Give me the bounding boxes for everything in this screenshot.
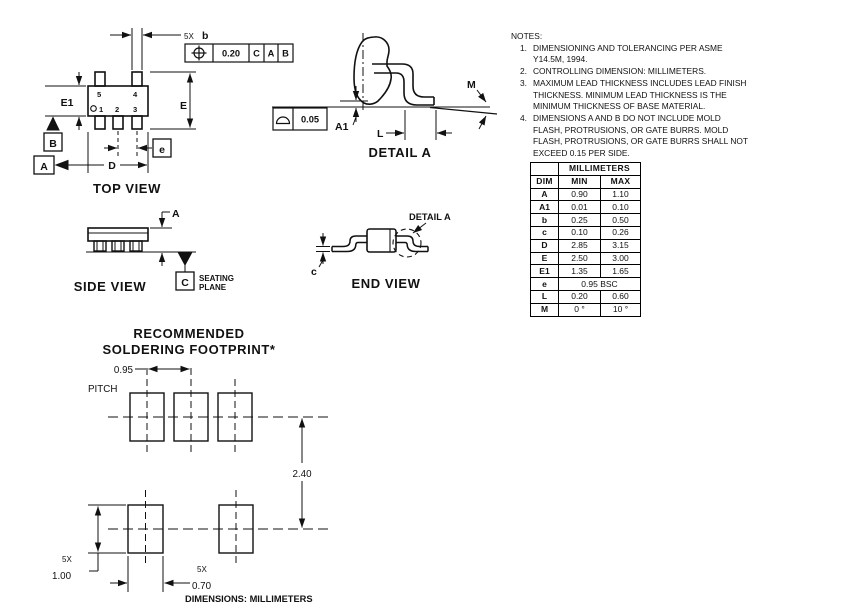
table-row: E1 1.35 1.65 bbox=[531, 265, 641, 278]
table-row: E 2.50 3.00 bbox=[531, 252, 641, 265]
note-item: 2. CONTROLLING DIMENSION: MILLIMETERS. bbox=[520, 66, 707, 77]
pin-number-5: 5 bbox=[97, 90, 102, 99]
top-view-title: TOP VIEW bbox=[93, 181, 161, 196]
dim-label-A: A bbox=[172, 208, 180, 220]
fcf-datum-a: A bbox=[267, 48, 275, 59]
pad-width-dimension bbox=[110, 556, 190, 592]
note-line: DIMENSIONS A AND B DO NOT INCLUDE MOLD bbox=[533, 112, 721, 123]
soldering-footprint bbox=[52, 326, 332, 604]
fcf-datum-c: C bbox=[253, 48, 260, 59]
dim-label-E1: E1 bbox=[60, 97, 74, 109]
dim-label-e: e bbox=[159, 144, 165, 156]
dim-label-D: D bbox=[108, 160, 116, 172]
lead-width-qty: 5X bbox=[184, 32, 194, 41]
dim-label-c: c bbox=[311, 266, 317, 278]
pin-number-2: 2 bbox=[115, 105, 120, 114]
detail-a-view bbox=[272, 33, 497, 160]
package-body-top bbox=[88, 72, 148, 129]
note-line: FLASH, PROTRUSIONS, OR GATE BURRS SHALL NOT bbox=[533, 136, 748, 147]
table-row: L 0.20 0.60 bbox=[531, 290, 641, 303]
col-header-max: MAX bbox=[601, 175, 641, 188]
end-view bbox=[311, 212, 451, 291]
pitch-word: PITCH bbox=[88, 384, 118, 395]
dimension-A1 bbox=[340, 86, 368, 125]
table-row: A1 0.01 0.10 bbox=[531, 201, 641, 214]
table-unit-header: MILLIMETERS bbox=[559, 163, 641, 176]
lead-width-dimension bbox=[110, 28, 181, 70]
pad-height-qty: 5X bbox=[62, 555, 72, 564]
left-lead bbox=[332, 236, 367, 252]
dimension-c bbox=[316, 233, 330, 267]
units-note: DIMENSIONS: MILLIMETERS bbox=[185, 594, 313, 604]
footprint-title-line1: RECOMMENDED bbox=[133, 326, 245, 341]
table-row: c 0.10 0.26 bbox=[531, 226, 641, 239]
fcf-datum-b: B bbox=[282, 48, 289, 59]
dimension-E bbox=[150, 72, 196, 129]
pad-height-dimension bbox=[88, 505, 126, 571]
note-line: EXCEED 0.15 PER SIDE. bbox=[533, 148, 630, 159]
top-view bbox=[34, 28, 293, 196]
detail-a-title: DETAIL A bbox=[368, 145, 432, 160]
pin1-indicator bbox=[91, 106, 97, 112]
right-lead bbox=[396, 236, 428, 252]
side-view-title: SIDE VIEW bbox=[73, 279, 147, 294]
pin-number-3: 3 bbox=[133, 105, 138, 114]
table-corner-cell bbox=[531, 163, 559, 176]
note-line: MINIMUM THICKNESS OF BASE MATERIAL. bbox=[533, 101, 706, 112]
note-line: MAXIMUM LEAD THICKNESS INCLUDES LEAD FINISH bbox=[533, 77, 747, 88]
lead-inner-profile bbox=[374, 73, 434, 105]
col-header-min: MIN bbox=[559, 175, 601, 188]
note-line: Y14.5M, 1994. bbox=[533, 54, 588, 65]
table-row: e 0.95 BSC bbox=[531, 278, 641, 291]
pad-width-qty: 5X bbox=[197, 565, 207, 574]
col-header-dim: DIM bbox=[531, 175, 559, 188]
lead-angle-line bbox=[430, 108, 497, 115]
body-section-outline bbox=[354, 37, 391, 104]
pad-height-value: 1.00 bbox=[52, 571, 72, 582]
flatness-tolerance: 0.05 bbox=[300, 114, 320, 125]
pin-number-1: 1 bbox=[99, 105, 104, 114]
note-item: 4. DIMENSIONS A AND B DO NOT INCLUDE MOLD FLASH, PROTRUSIONS, OR GATE BURRS. MOLD FLASH, PROTRUSIONS, OR GATE BURRS SHALL NOT EXCEED 0.15 PER SIDE. bbox=[520, 112, 748, 159]
side-view bbox=[74, 208, 234, 294]
detail-a-callout-label: DETAIL A bbox=[409, 212, 451, 222]
table-row: b 0.25 0.50 bbox=[531, 214, 641, 227]
package-body-side bbox=[88, 228, 148, 251]
notes-panel bbox=[511, 31, 856, 160]
dim-label-M: M bbox=[467, 79, 476, 91]
end-view-title: END VIEW bbox=[351, 276, 421, 291]
dim-label-A1: A1 bbox=[335, 121, 349, 133]
dim-label-E: E bbox=[179, 100, 187, 112]
fcf-tolerance: 0.20 bbox=[221, 48, 241, 59]
datum-c-label: C bbox=[181, 277, 189, 289]
dimension-L bbox=[386, 110, 452, 140]
note-line: FLASH, PROTRUSIONS, OR GATE BURRS. MOLD bbox=[533, 124, 729, 135]
note-line: CONTROLLING DIMENSION: MILLIMETERS. bbox=[533, 66, 707, 77]
datum-a-label: A bbox=[40, 161, 48, 173]
notes-heading: NOTES: bbox=[511, 31, 543, 41]
dimension-table bbox=[530, 162, 641, 317]
seating-plane-word1: SEATING bbox=[199, 274, 234, 283]
note-item: 1. DIMENSIONING AND TOLERANCING PER ASME Y14.5M, 1994. bbox=[520, 42, 723, 65]
lead-outer-profile bbox=[372, 64, 434, 97]
table-row: M 0 ° 10 ° bbox=[531, 303, 641, 316]
table-row: D 2.85 3.15 bbox=[531, 239, 641, 252]
detail-a-leader-arrow bbox=[413, 223, 426, 233]
pitch-value: 0.95 bbox=[113, 365, 133, 376]
pin-number-4: 4 bbox=[133, 90, 138, 99]
pad-width-value: 0.70 bbox=[192, 581, 212, 592]
datum-a-arrow bbox=[56, 161, 68, 170]
footprint-title-line2: SOLDERING FOOTPRINT* bbox=[102, 342, 276, 357]
note-item: 3. MAXIMUM LEAD THICKNESS INCLUDES LEAD FINISH THICKNESS. MINIMUM LEAD THICKNESS IS THE MINIMUM THICKNESS OF BASE MATERIAL. bbox=[520, 77, 747, 112]
dim-label-L: L bbox=[377, 128, 384, 140]
row-spacing-value: 2.40 bbox=[292, 469, 312, 480]
pad-centerlines bbox=[108, 368, 332, 567]
dimension-A bbox=[150, 212, 172, 266]
package-body-end bbox=[367, 229, 396, 252]
dimension-M bbox=[477, 90, 486, 129]
lead-width-letter: b bbox=[202, 30, 209, 42]
seating-plane-word2: PLANE bbox=[199, 283, 227, 292]
note-line: DIMENSIONING AND TOLERANCING PER ASME bbox=[533, 42, 723, 53]
datum-b-label: B bbox=[49, 138, 57, 150]
table-row: A 0.90 1.10 bbox=[531, 188, 641, 201]
note-line: THICKNESS. MINIMUM LEAD THICKNESS IS THE bbox=[533, 89, 727, 100]
